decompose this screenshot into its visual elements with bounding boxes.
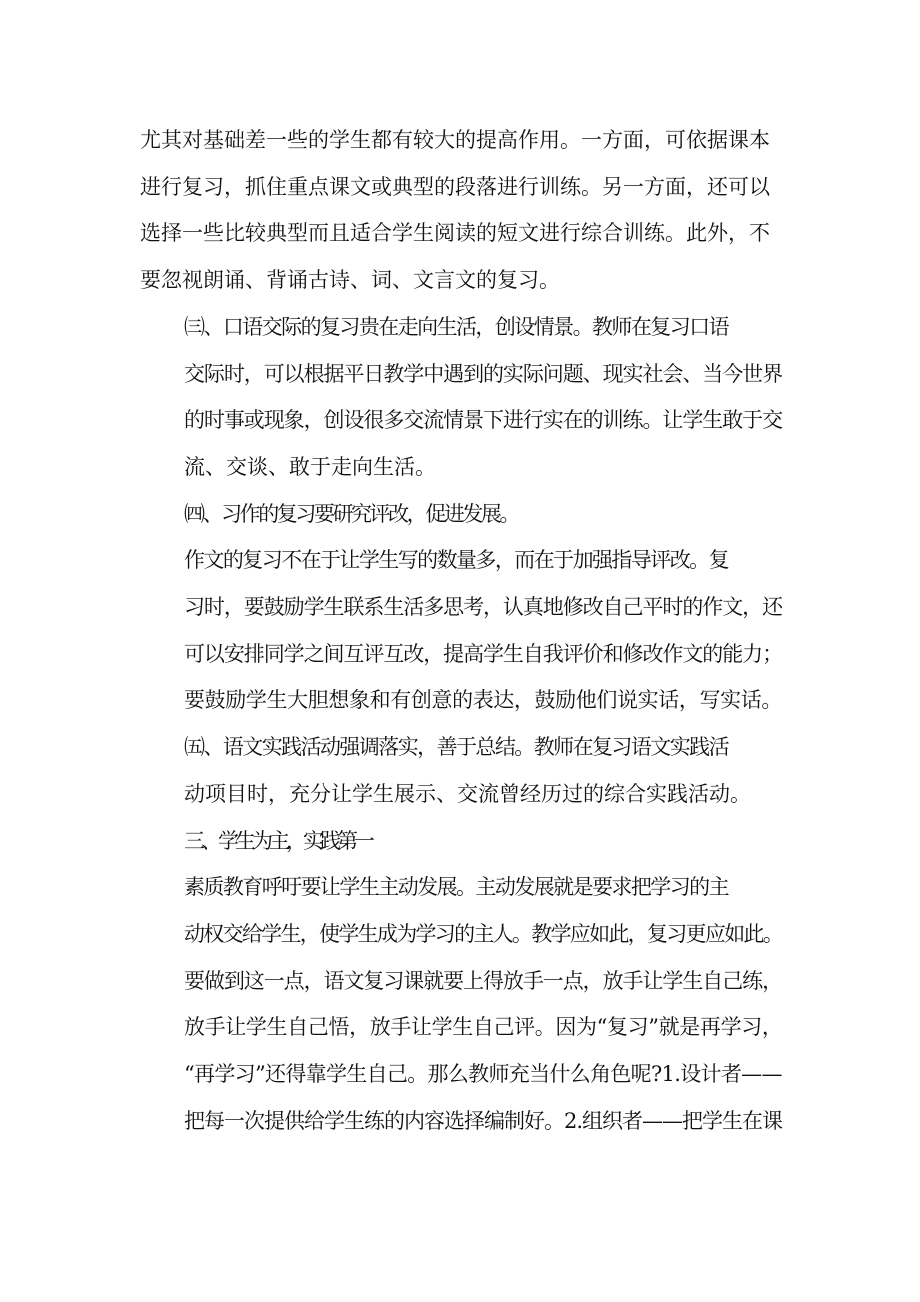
paragraph	[140, 818, 782, 865]
text-line: 可以安排同学之间互评互改，提高学生自我评价和修改作文的能力；	[184, 641, 782, 666]
text-line: 要做到这一点，语文复习课就要上得放手一点，放手让学生自己练，	[184, 968, 782, 993]
text-line: ㈣、习作的复习要研究评改，促进发展。	[184, 501, 518, 526]
text-line: 流、交谈、敢于走向生活。	[184, 454, 436, 479]
text-line: 交际时，可以根据平日教学中遇到的实际问题、现实社会、当今世界	[184, 361, 782, 386]
text-line: 尤其对基础差一些的学生都有较大的提高作用。一方面，可依据课本	[140, 128, 770, 152]
paragraph	[140, 491, 782, 538]
paragraph	[140, 724, 782, 817]
text-line: 的时事或现象，创设很多交流情景下进行实在的训练。让学生敢于交	[184, 408, 782, 433]
text-line: 要忽视朗诵、背诵古诗、词、文言文的复习。	[140, 268, 560, 293]
text-line: 素质教育呼吁要让学生主动发展。主动发展就是要求把学习的主	[184, 875, 728, 900]
text-line: 进行复习，抓住重点课文或典型的段落进行训练。另一方面，还可以	[140, 174, 770, 199]
text-line: 习时，要鼓励学生联系生活多思考，认真地修改自己平时的作文，还	[184, 595, 782, 620]
paragraph	[140, 537, 782, 724]
text-line: 放手让学生自己悟，放手让学生自己评。因为“复习”就是再学习，	[184, 1015, 783, 1040]
text-line: 要鼓励学生大胆想象和有创意的表达，鼓励他们说实话，写实话。	[184, 688, 782, 713]
text-line: ㈢、口语交际的复习贵在走向生活，创设情景。教师在复习口语	[184, 314, 728, 339]
text-line: “再学习”还得靠学生自己。那么教师充当什么角色呢?1.设计者——	[184, 1062, 782, 1087]
text-line: 三、学生为主，实践第一	[184, 828, 371, 853]
paragraph	[140, 864, 782, 1144]
text-line: 动权交给学生，使学生成为学习的主人。教学应如此，复习更应如此。	[184, 921, 782, 946]
text-line: 作文的复习不在于让学生写的数量多，而在于加强指导评改。复	[184, 548, 728, 573]
document-body	[140, 117, 782, 1144]
text-line: 把每一次提供给学生练的内容选择编制好。2.组织者——把学生在课	[184, 1108, 783, 1133]
paragraph	[140, 117, 782, 304]
paragraph	[140, 304, 782, 491]
text-line: 动项目时，充分让学生展示、交流曾经历过的综合实践活动。	[184, 781, 751, 806]
text-line: 选择一些比较典型而且适合学生阅读的短文进行综合训练。此外，不	[140, 221, 770, 246]
text-line: ㈤、语文实践活动强调落实，善于总结。教师在复习语文实践活	[184, 735, 728, 760]
